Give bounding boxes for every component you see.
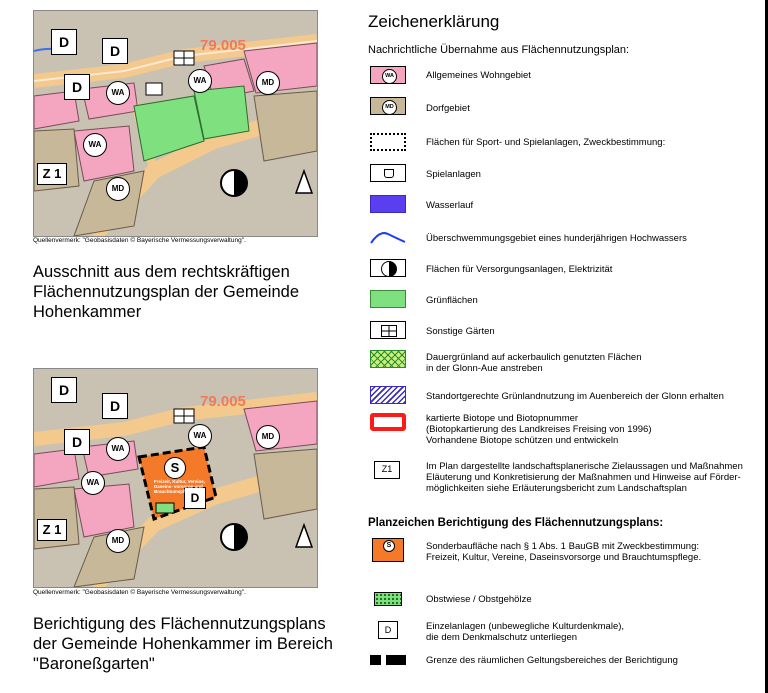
map-label-wa: WA xyxy=(106,81,130,105)
caption-line: der Gemeinde Hohenkammer im Bereich xyxy=(33,635,333,653)
map-label-z1: Z 1 xyxy=(37,163,67,185)
legend-label: Sonderbaufläche nach § 1 Abs. 1 BauGB mit Zweckbestimmung: Freizeit, Kultur, Vereine, Daseinsvorsorge und Brauchtumspflege. xyxy=(426,541,702,563)
map-label-d: D xyxy=(102,38,128,64)
flood-line-icon xyxy=(370,228,406,246)
z1-symbol xyxy=(374,461,400,479)
playground-icon xyxy=(370,164,406,182)
biotope-symbol xyxy=(370,413,406,431)
legend-title: Zeichenerklärung xyxy=(368,12,500,31)
map-label-d: D xyxy=(51,29,77,55)
map-label-wa: WA xyxy=(188,69,212,93)
meadow-hatch-symbol xyxy=(370,386,406,404)
sport-area-symbol xyxy=(370,133,406,151)
map-label-d: D xyxy=(102,393,128,419)
legend-label: Flächen für Sport- und Spielanlagen, Zweckbestimmung: xyxy=(426,137,666,148)
map-label-md: MD xyxy=(106,529,130,553)
legend-label: Dorfgebiet xyxy=(426,103,470,114)
watercourse-symbol xyxy=(370,195,406,213)
map-label-wa: WA xyxy=(81,471,105,495)
map-excerpt-correction xyxy=(33,368,318,588)
caption-line: "Baroneßgarten" xyxy=(33,655,155,673)
caption-line: Berichtigung des Flächennutzungsplans xyxy=(33,615,326,633)
special-area-symbol xyxy=(372,538,404,562)
source-note: Quellenvermerk: "Geobasisdaten © Bayerische Vermessungsverwaltung". xyxy=(33,237,246,244)
md-symbol xyxy=(370,97,406,115)
symbol-text: Z1 xyxy=(381,464,393,474)
map-label-wa: WA xyxy=(188,424,212,448)
legend-label: Spielanlagen xyxy=(426,169,481,180)
map-excerpt-current xyxy=(33,10,318,237)
orchard-symbol xyxy=(374,592,402,606)
legend-label: Standortgerechte Grünlandnutzung im Auenbereich der Glonn erhalten xyxy=(426,391,724,402)
caption-correction xyxy=(33,614,333,674)
legend-label: Einzelanlagen (unbewegliche Kulturdenkmale), die dem Denkmalschutz unterliegen xyxy=(426,621,625,643)
symbol-text: D xyxy=(384,625,392,635)
legend-label: Grenze des räumlichen Geltungsbereiches der Berichtigung xyxy=(426,655,678,666)
symbol-text: S xyxy=(383,540,395,552)
source-note: Quellenvermerk: "Geobasisdaten © Bayerische Vermessungsverwaltung". xyxy=(33,589,246,596)
map-label-z1: Z 1 xyxy=(37,519,67,541)
map-label-wa: WA xyxy=(83,133,107,157)
garden-grid-icon xyxy=(370,321,406,339)
green-area-symbol xyxy=(370,290,406,308)
caption-current xyxy=(33,262,299,322)
map-insert-text: Freizeit, Kultur, Vereine, Daseins- vorsorge und Brauchtumspflege xyxy=(154,479,206,494)
map-label-md: MD xyxy=(106,177,130,201)
caption-line: Ausschnitt aus dem rechtskräftigen xyxy=(33,263,290,281)
legend-section-title: Planzeichen Berichtigung des Flächennutzungsplans: xyxy=(368,517,664,529)
electricity-icon xyxy=(370,259,406,277)
legend-section-title: Nachrichtliche Übernahme aus Flächennutzungsplan: xyxy=(368,44,630,56)
map-label-md: MD xyxy=(256,71,280,95)
map-label-d: D xyxy=(64,74,90,100)
map-label-d: D xyxy=(51,377,77,403)
monument-symbol xyxy=(378,621,398,639)
legend-label: Überschwemmungsgebiet eines hunderjährigen Hochwassers xyxy=(426,233,687,244)
map-label-wa: WA xyxy=(106,437,130,461)
legend-label: Sonstige Gärten xyxy=(426,326,495,337)
map-label-d: D xyxy=(64,429,90,455)
legend-label: Grünflächen xyxy=(426,295,478,306)
map-label-s: S xyxy=(164,457,186,479)
map-label-d: D xyxy=(184,487,206,509)
legend-label: Dauergrünland auf ackerbaulich genutzten Flächen in der Glonn-Aue anstreben xyxy=(426,352,642,374)
legend-label: kartierte Biotope und Biotopnummer (Biotopkartierung des Landkreises Freising von 1996) Vorhandene Biotope schützen und entwickeln xyxy=(426,413,652,446)
map-label-md: MD xyxy=(256,425,280,449)
legend-label: Allgemeines Wohngebiet xyxy=(426,70,531,81)
symbol-text: MD xyxy=(382,100,397,115)
caption-line: Hohenkammer xyxy=(33,303,142,321)
caption-line: Flächennutzungsplan der Gemeinde xyxy=(33,283,300,301)
symbol-text: WA xyxy=(382,69,397,84)
legend-label: Flächen für Versorgungsanlagen, Elektrizität xyxy=(426,264,613,275)
wa-symbol xyxy=(370,66,406,84)
legend-label: Obstwiese / Obstgehölze xyxy=(426,594,532,605)
grassland-hatch-symbol xyxy=(370,350,406,368)
legend-label: Wasserlauf xyxy=(426,200,474,211)
legend-label: Im Plan dargestellte landschaftsplanerische Zielaussagen und Maßnahmen Eläuterung und Konkretisierung der Maßnahmen und Hinweise auf Förder- möglichkeiten siehe Erläuterungsbericht zum Landschaftsplan xyxy=(426,461,743,494)
map-number: 79.005 xyxy=(200,393,246,410)
boundary-line-symbol xyxy=(370,655,406,665)
map-number: 79.005 xyxy=(200,37,246,54)
